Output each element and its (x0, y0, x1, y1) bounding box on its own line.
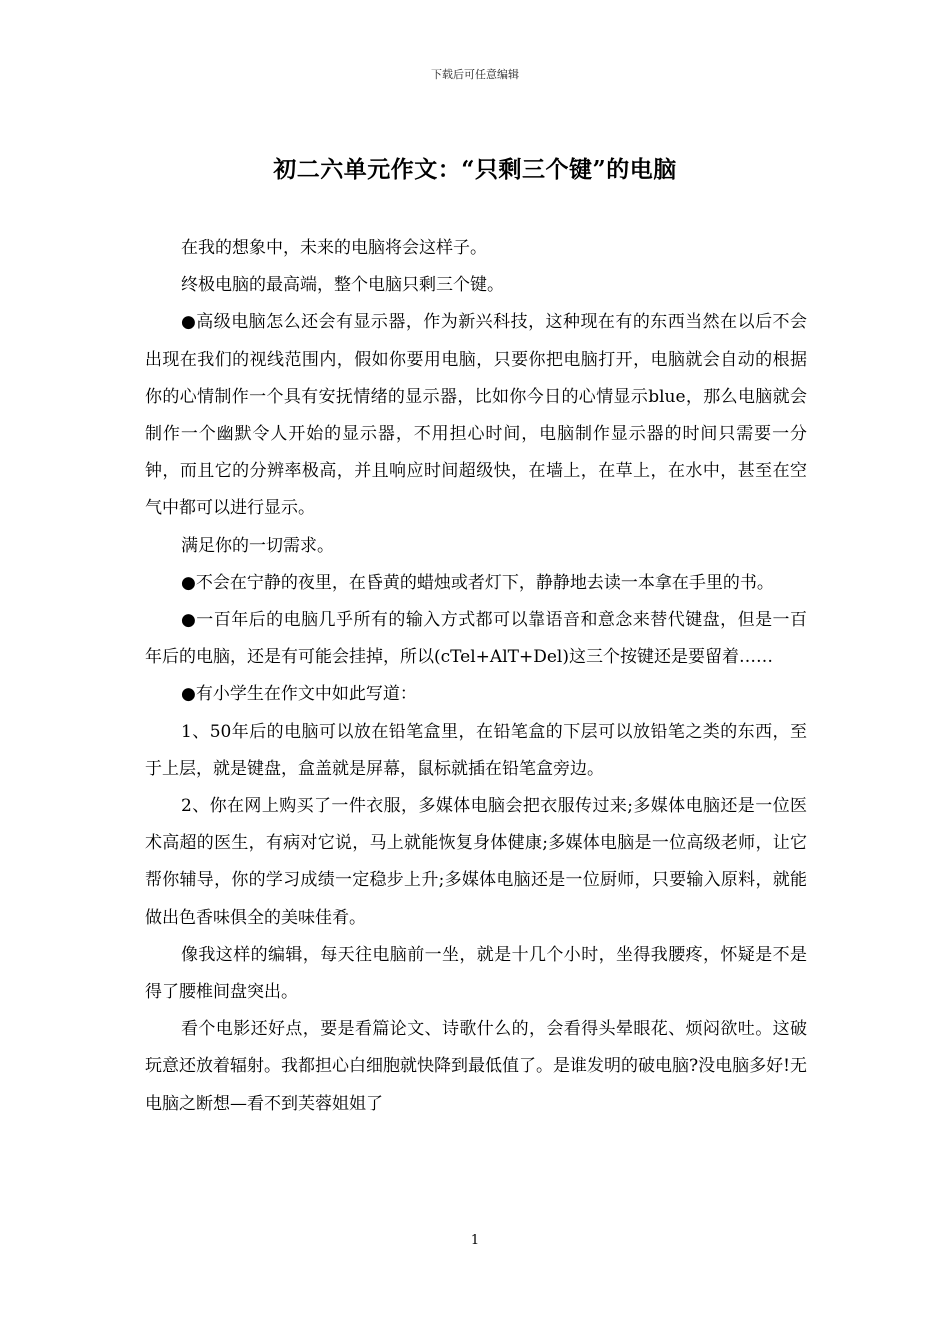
paragraph: 1、50年后的电脑可以放在铅笔盒里，在铅笔盒的下层可以放铅笔之类的东西，至于上层，就是键盘，盒盖就是屏幕，鼠标就插在铅笔盒旁边。 (145, 721, 807, 779)
paragraph: 2、你在网上购买了一件衣服，多媒体电脑会把衣服传过来;多媒体电脑还是一位医术高超的医生，有病对它说，马上就能恢复身体健康;多媒体电脑是一位高级老师，让它帮你辅导，你的学习成绩一定稳步上升;多媒体电脑还是一位厨师，只要输入原料，就能做出色香味俱全的美味佳肴。 (145, 796, 807, 928)
header-note: 下载后可任意编辑 (431, 68, 519, 81)
paragraph: 看个电影还好点，要是看篇论文、诗歌什么的，会看得头晕眼花、烦闷欲吐。这破玩意还放着辐射。我都担心白细胞就快降到最低值了。是谁发明的破电脑?没电脑多好!无电脑之断想—看不到芙蓉姐姐了 (145, 1019, 807, 1114)
document-title: 初二六单元作文：“只剩三个键”的电脑 (273, 156, 677, 183)
page-number: 1 (470, 1233, 480, 1248)
paragraph: ●一百年后的电脑几乎所有的输入方式都可以靠语音和意念来替代键盘，但是一百年后的电脑，还是有可能会挂掉，所以(cTel+AlT+Del)这三个按键还是要留着…… (145, 610, 807, 668)
paragraph: 像我这样的编辑，每天往电脑前一坐，就是十几个小时，坐得我腰疼，怀疑是不是得了腰椎间盘突出。 (145, 944, 807, 1003)
document-body (145, 230, 807, 1123)
paragraph: ●高级电脑怎么还会有显示器，作为新兴科技，这种现在有的东西当然在以后不会出现在我们的视线范围内，假如你要用电脑，只要你把电脑打开，电脑就会自动的根据你的心情制作一个具有安抚情绪的显示器，比如你今日的心情显示blue，那么电脑就会制作一个幽默令人开始的显示器，不用担心时间，电脑制作显示器的时间只需要一分钟，而且它的分辨率极高，并且响应时间超级快，在墙上，在草上，在水中，甚至在空气中都可以进行显示。 (145, 312, 807, 519)
paragraph: ●不会在宁静的夜里，在昏黄的蜡烛或者灯下，静静地去读一本拿在手里的书。 (181, 572, 774, 593)
paragraph: 在我的想象中，未来的电脑将会这样子。 (181, 238, 487, 258)
paragraph: 终极电脑的最高端，整个电脑只剩三个键。 (181, 275, 504, 296)
paragraph: 满足你的一切需求。 (181, 535, 334, 556)
paragraph: ●有小学生在作文中如此写道： (181, 684, 417, 705)
